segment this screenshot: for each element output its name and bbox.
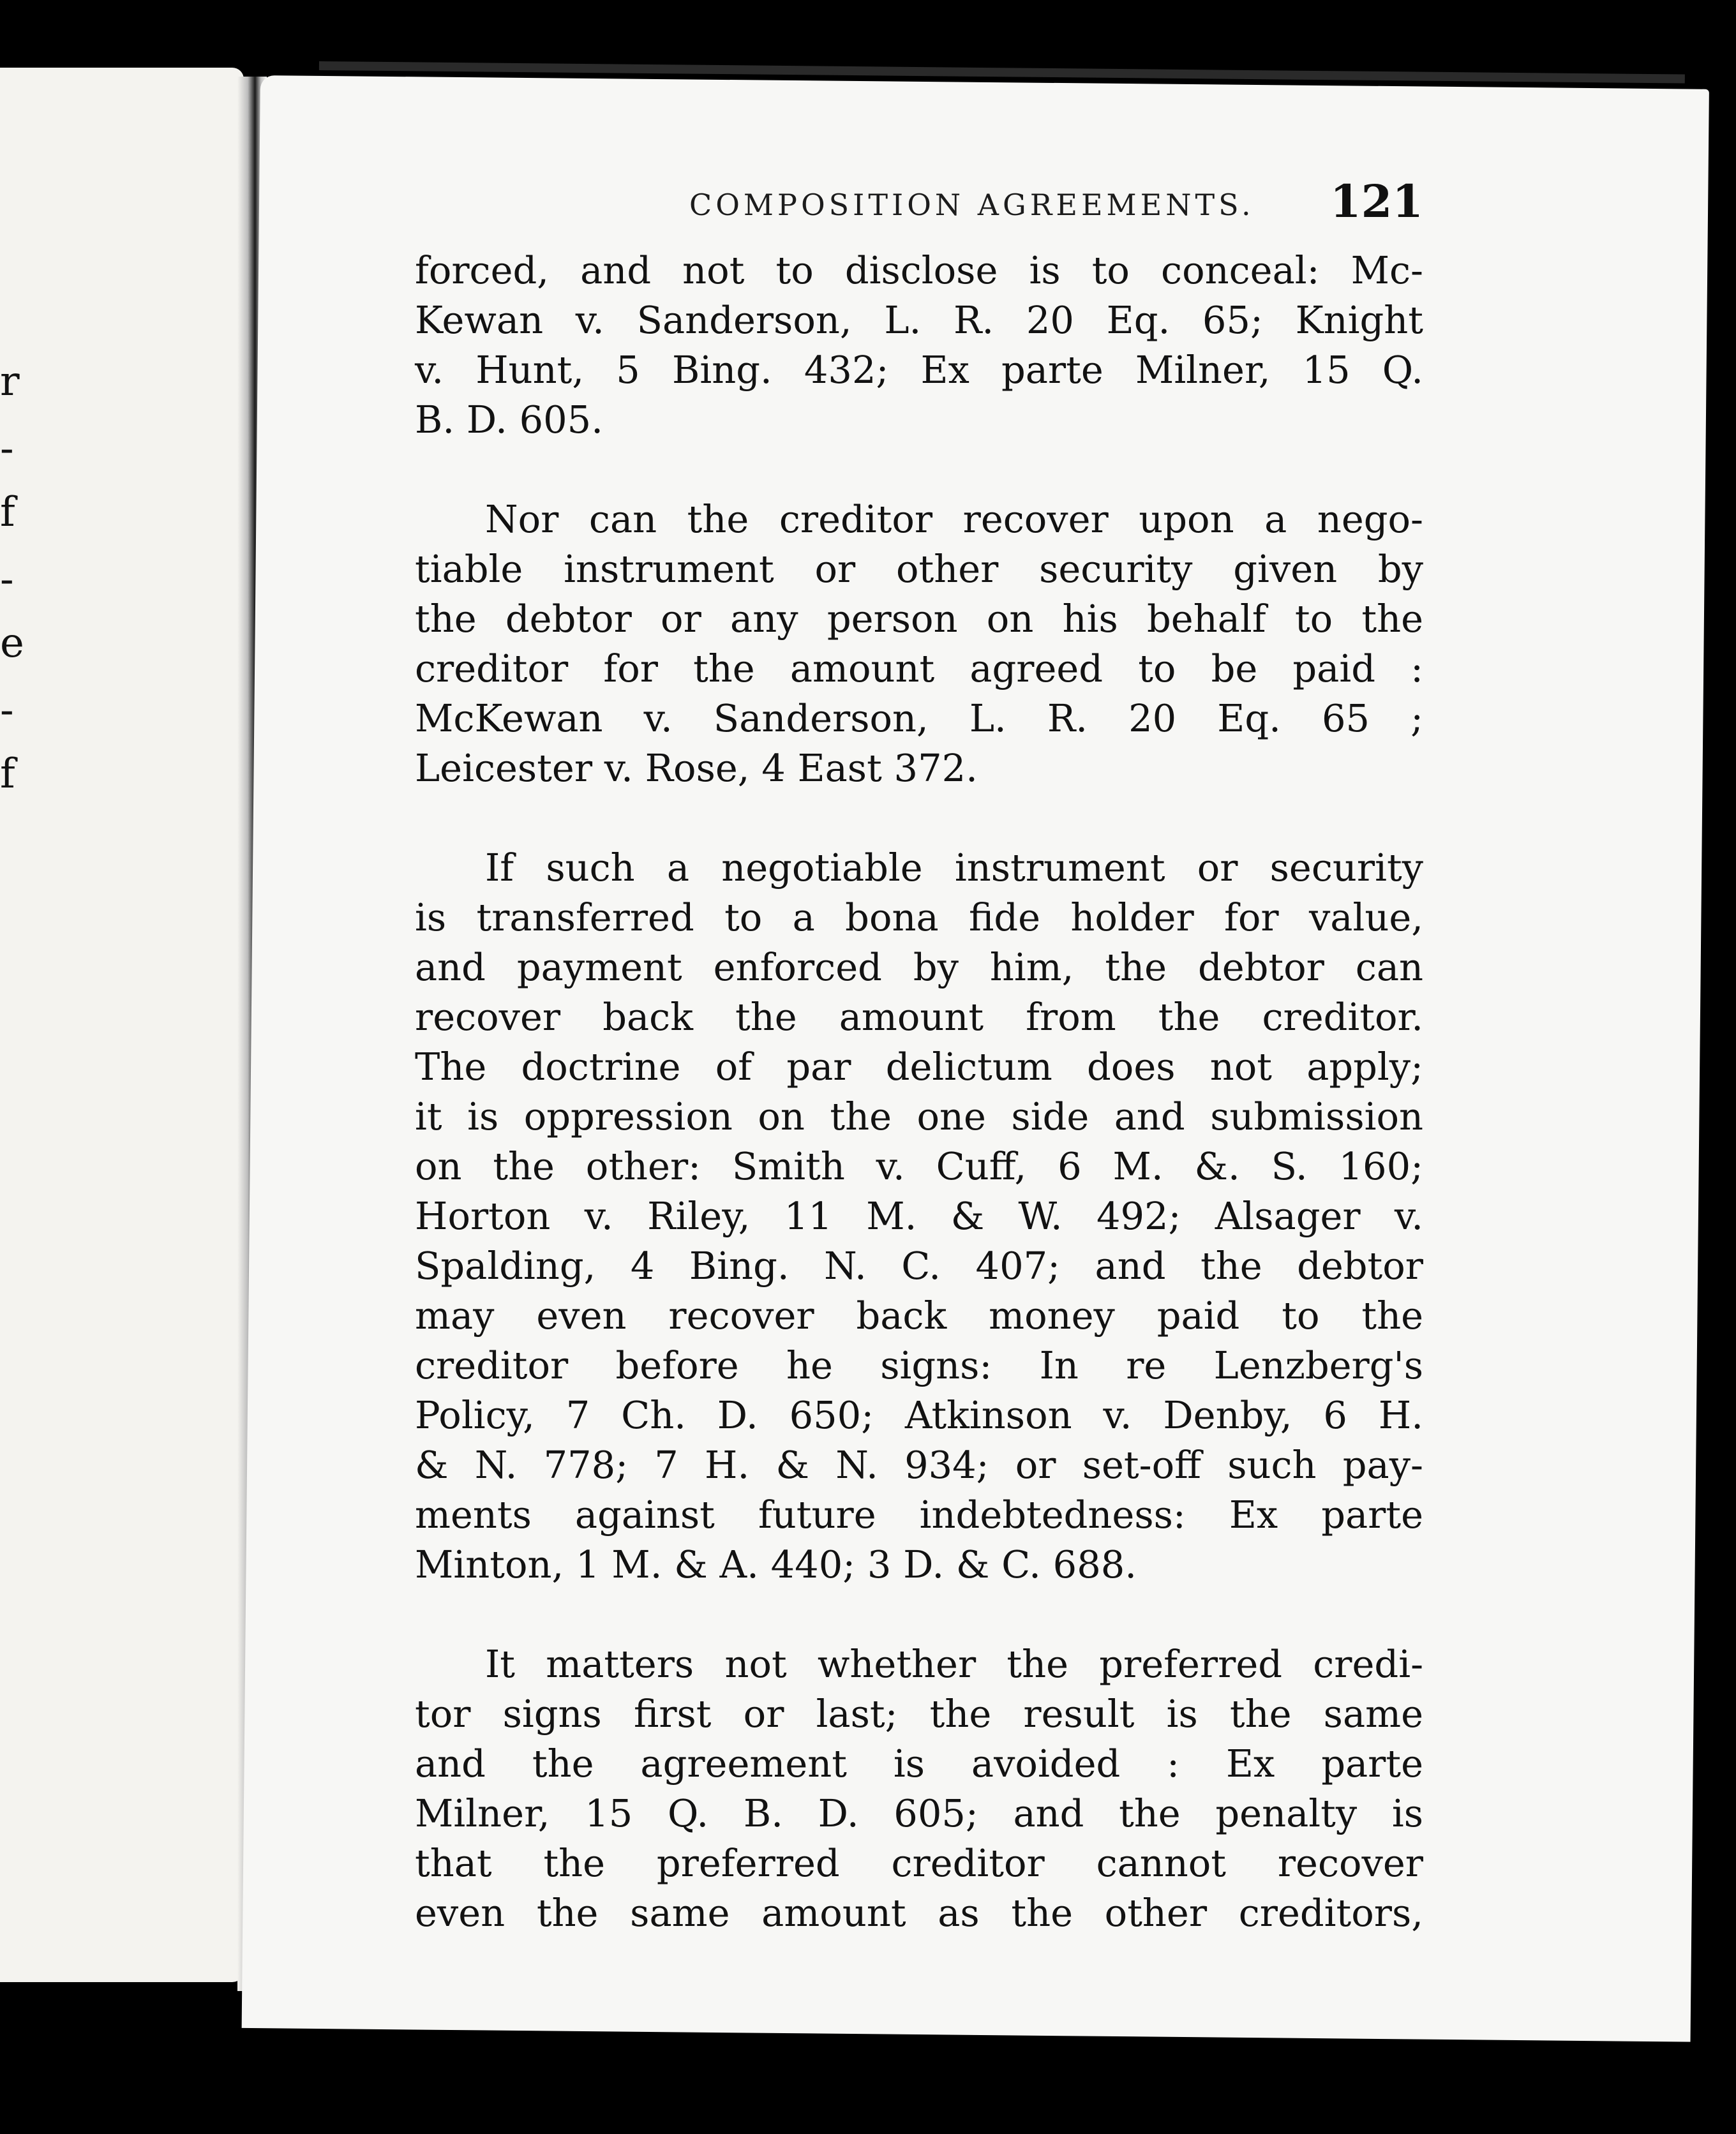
edge-letter: - (0, 687, 14, 734)
text-line: Kewan v. Sanderson, L. R. 20 Eq. 65; Knight (415, 298, 1423, 342)
left-page (0, 68, 244, 1982)
text-line: B. D. 605. (415, 398, 603, 442)
text-line: recover back the amount from the creditor. (415, 995, 1423, 1039)
running-head (415, 167, 1423, 237)
edge-letter: f (0, 750, 15, 798)
text-line: and payment enforced by him, the debtor can (415, 945, 1423, 989)
text-line: McKewan v. Sanderson, L. R. 20 Eq. 65 ; (415, 696, 1423, 740)
text-line: ments against future indebtedness: Ex parte (415, 1493, 1423, 1537)
text-line: is transferred to a bona fide holder for value, (415, 895, 1423, 939)
paragraph (415, 1639, 1423, 1938)
edge-letter: - (0, 556, 14, 603)
text-line: tor signs first or last; the result is the same (415, 1692, 1423, 1736)
text-line: Nor can the creditor recover upon a nego- (485, 497, 1423, 541)
text-line: Policy, 7 Ch. D. 650; Atkinson v. Denby, 6 H. (415, 1393, 1423, 1437)
text-line: may even recover back money paid to the (415, 1294, 1423, 1338)
text-line: even the same amount as the other creditors, (415, 1891, 1423, 1935)
text-line: creditor before he signs: In re Lenzberg's (415, 1343, 1423, 1387)
text-line: v. Hunt, 5 Bing. 432; Ex parte Milner, 15 Q. (415, 348, 1423, 392)
text-line: & N. 778; 7 H. & N. 934; or set-off such pay- (415, 1443, 1423, 1487)
body-text (415, 246, 1423, 1938)
page-number: 121 (1329, 175, 1423, 228)
edge-letter: f (0, 489, 15, 536)
text-line: It matters not whether the preferred credi- (485, 1642, 1423, 1686)
paragraph (415, 495, 1423, 793)
text-line: creditor for the amount agreed to be paid : (415, 646, 1423, 690)
text-line: that the preferred creditor cannot recover (415, 1841, 1423, 1885)
text-line: The doctrine of par delictum does not apply; (415, 1045, 1423, 1089)
text-line: it is oppression on the one side and submission (415, 1094, 1423, 1138)
page-header-title: COMPOSITION AGREEMENTS. (689, 188, 1255, 222)
edge-letter: - (0, 425, 14, 472)
text-line: Leicester v. Rose, 4 East 372. (415, 746, 978, 790)
paragraph (415, 843, 1423, 1590)
text-line: on the other: Smith v. Cuff, 6 M. &. S. 160; (415, 1144, 1423, 1188)
edge-letter: r (0, 358, 20, 405)
text-line: forced, and not to disclose is to conceal: Mc- (415, 248, 1423, 292)
text-line: Milner, 15 Q. B. D. 605; and the penalty is (415, 1791, 1423, 1835)
text-line: Horton v. Riley, 11 M. & W. 492; Alsager v. (415, 1194, 1423, 1238)
edge-letter: e (0, 620, 24, 667)
text-line: If such a negotiable instrument or security (485, 846, 1423, 890)
text-line: Minton, 1 M. & A. 440; 3 D. & C. 688. (415, 1542, 1137, 1586)
text-line: and the agreement is avoided : Ex parte (415, 1742, 1423, 1786)
text-line: the debtor or any person on his behalf to the (415, 597, 1423, 641)
text-line: tiable instrument or other security given by (415, 547, 1423, 591)
paragraph (415, 246, 1423, 445)
text-line: Spalding, 4 Bing. N. C. 407; and the debtor (415, 1244, 1423, 1288)
